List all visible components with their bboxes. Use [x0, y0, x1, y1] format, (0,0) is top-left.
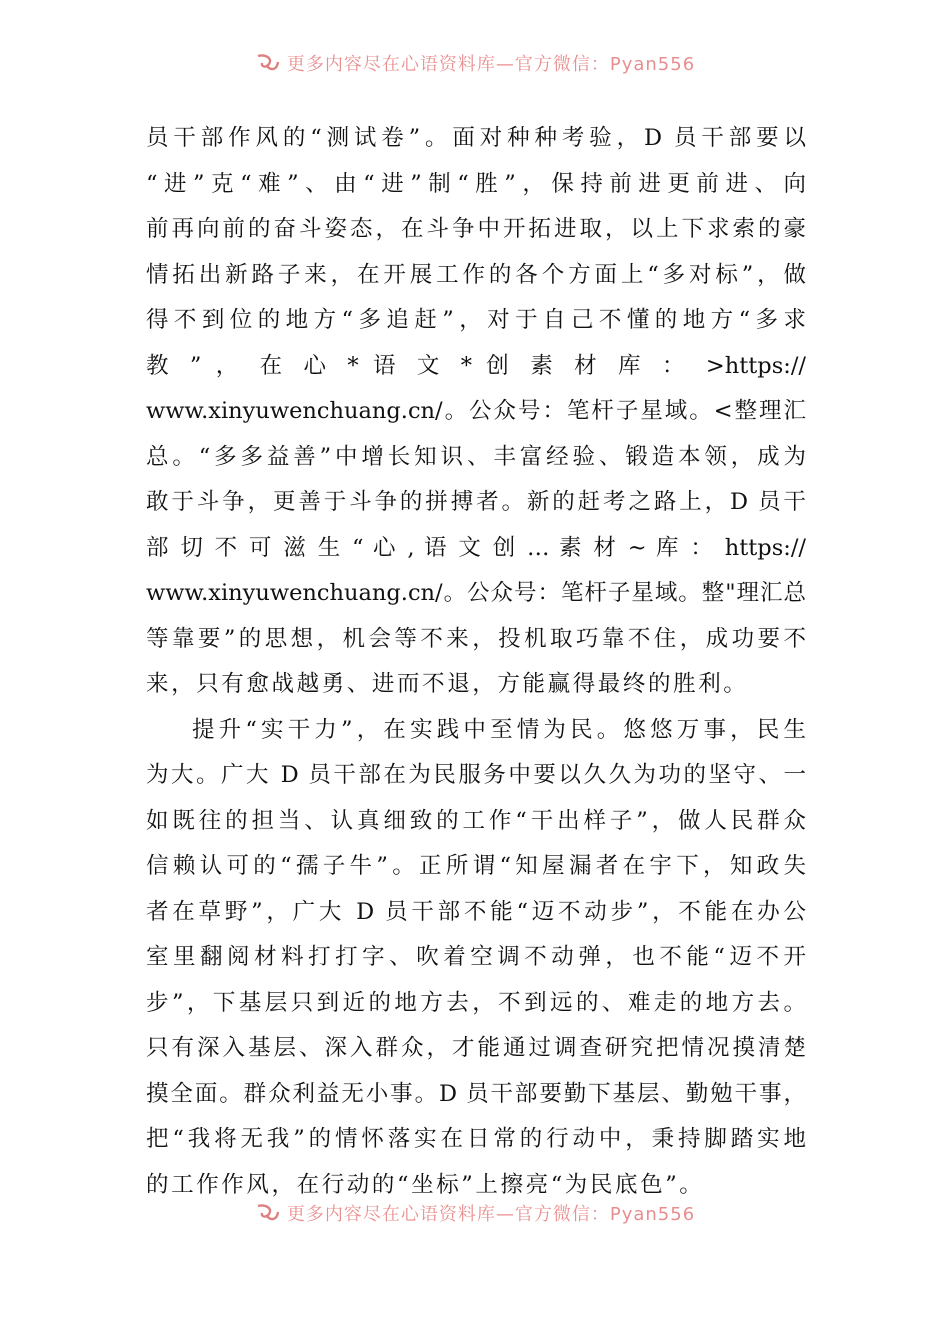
text-line: 把“我将无我”的情怀落实在日常的行动中，秉持脚踏实地 [146, 1126, 806, 1152]
text-line: 总。“多多益善”中增长知识、丰富经验、锻造本领，成为 [146, 443, 806, 470]
text-line: 来，只有愈战越勇、进而不退，方能赢得最终的胜利。 [146, 671, 749, 697]
brand-logo-icon [255, 54, 281, 74]
text-line: 敢于斗争，更善于斗争的拼搏者。新的赶考之路上，D 员干 [146, 489, 806, 515]
footer-banner [0, 1204, 950, 1240]
text-line: 信赖认可的“孺子牛”。正所谓“知屋漏者在宇下，知政失 [146, 853, 806, 879]
text-line: 情拓出新路子来，在开展工作的各个方面上“多对标”，做 [146, 261, 806, 288]
text-line: 如既往的担当、认真细致的工作“干出样子”，做人民群众 [146, 807, 806, 834]
text-line: 员干部作风的“测试卷”。面对种种考验，D 员干部要以 [146, 125, 806, 151]
text-line: 等靠要”的思想，机会等不来，投机取巧靠不住，成功要不 [146, 625, 806, 652]
header-banner [0, 54, 950, 90]
text-line: 者在草野”，广大 D 员干部不能“迈不动步”，不能在办公 [146, 898, 806, 925]
text-line: 前再向前的奋斗姿态，在斗争中开拓进取，以上下求索的豪 [146, 216, 806, 242]
banner-text: 更多内容尽在心语资料库—官方微信：Pyan556 [286, 54, 696, 75]
text-line: 室里翻阅材料打打字、吹着空调不动弹，也不能“迈不开 [146, 944, 806, 970]
text-line: 提升“实干力”，在实践中至情为民。悠悠万事，民生 [192, 716, 806, 743]
text-line: 的工作作风，在行动的“坐标”上擦亮“为民底色”。 [146, 1171, 705, 1198]
brand-logo-icon [255, 1204, 281, 1224]
text-line: www.xinyuwenchuang.cn/。公众号：笔杆子星域。<整理汇 [146, 398, 806, 424]
document-body [146, 116, 806, 1208]
text-line: www.xinyuwenchuang.cn/。公众号：笔杆子星域。整"理汇总 [146, 580, 806, 606]
text-line: 得不到位的地方“多追赶”，对于自己不懂的地方“多求 [146, 307, 806, 333]
text-line: 步”，下基层只到近的地方去，不到远的、难走的地方去。 [146, 989, 806, 1016]
text-line: 摸全面。群众利益无小事。D 员干部要勤下基层、勤勉干事， [146, 1080, 806, 1107]
banner-text: 更多内容尽在心语资料库—官方微信：Pyan556 [286, 1204, 696, 1225]
text-line: “进”克“难”、由“进”制“胜”，保持前进更前进、向 [146, 170, 806, 197]
text-line: 为大。广大 D 员干部在为民服务中要以久久为功的坚守、一 [146, 762, 806, 788]
text-line: 部 切 不 可 滋 生 “ 心 , 语 文 创 … 素 材 ~ 库 ： https:// [146, 534, 806, 561]
text-line: 教 ” ， 在 心 * 语 文 * 创 素 材 库 ： >https:// [146, 352, 806, 379]
text-line: 只有深入基层、深入群众，才能通过调查研究把情况摸清楚 [146, 1035, 806, 1061]
